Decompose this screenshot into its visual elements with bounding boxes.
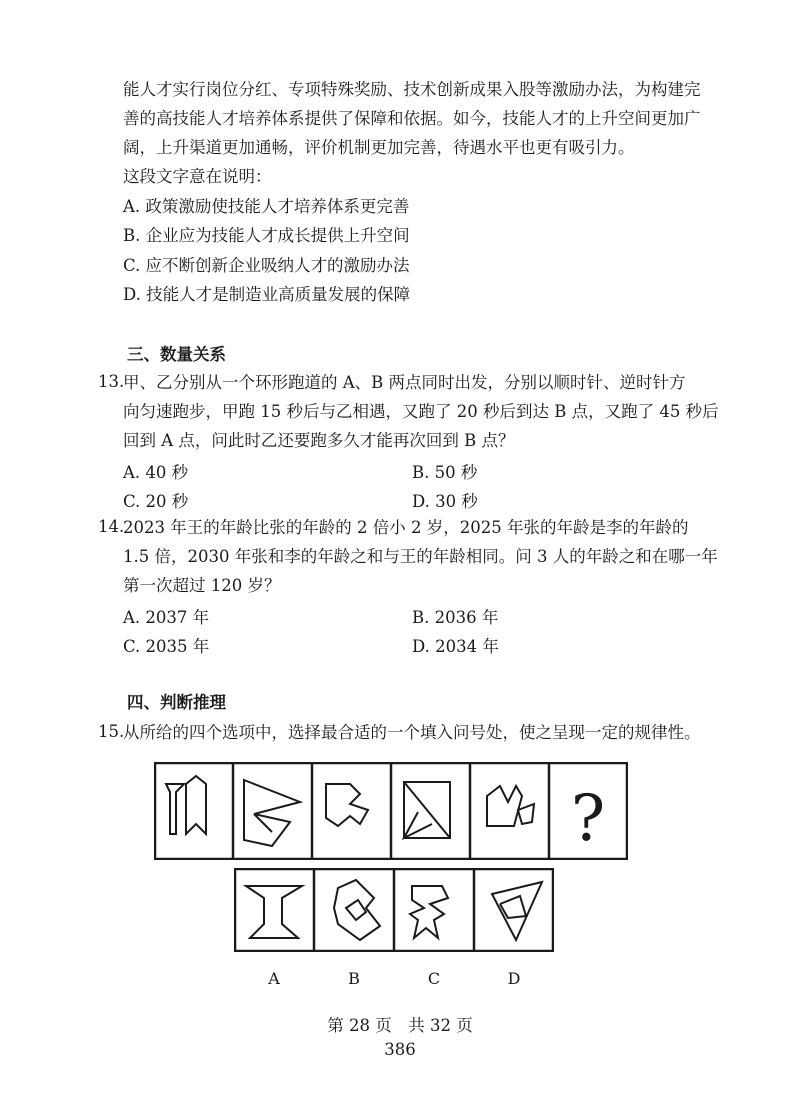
- figure-3-shape: [326, 784, 368, 826]
- passage-line-2: 善的高技能人才培养体系提供了保障和依据。如今，技能人才的上升空间更加广: [123, 109, 701, 128]
- option-d-shape: [492, 882, 542, 940]
- option-label-a: A: [268, 969, 280, 988]
- question-14-line-1: 2023 年王的年龄比张的年龄的 2 倍小 2 岁，2025 年张的年龄是李的年龄的: [123, 518, 689, 537]
- question-13-line-1: 甲、乙分别从一个环形跑道的 A、B 两点同时出发，分别以顺时针、逆时针方: [123, 373, 686, 392]
- figure-2-shape: [244, 780, 300, 846]
- question-14-option-b: B. 2036 年: [412, 608, 499, 627]
- question-15-text: 从所给的四个选项中，选择最合适的一个填入问号处，使之呈现一定的规律性。: [123, 723, 701, 742]
- figure-5-shape: [487, 786, 534, 826]
- answer-figure-strip: [234, 868, 554, 952]
- passage-option-b: B. 企业应为技能人才成长提供上升空间: [123, 226, 410, 245]
- section-heading-reasoning: 四、判断推理: [127, 693, 226, 712]
- passage-line-3: 阔，上升渠道更加通畅，评价机制更加完善，待遇水平也更有吸引力。: [123, 138, 635, 157]
- option-b-shape: [334, 880, 380, 940]
- option-label-d: D: [507, 969, 521, 988]
- question-13-number: 13.: [98, 372, 125, 391]
- question-14-option-d: D. 2034 年: [412, 637, 499, 656]
- question-14-option-a: A. 2037 年: [123, 608, 210, 627]
- question-13-option-c: C. 20 秒: [123, 492, 189, 511]
- option-label-c: C: [427, 969, 441, 988]
- question-mark: ?: [570, 782, 606, 856]
- passage-option-c: C. 应不断创新企业吸纳人才的激励办法: [123, 256, 410, 275]
- question-14-number: 14.: [98, 517, 125, 536]
- figure-1-shape: [166, 776, 206, 834]
- option-a-shape: [246, 886, 302, 938]
- passage-line-1: 能人才实行岗位分红、专项特殊奖励、技术创新成果入股等激励办法，为构建完: [123, 80, 701, 99]
- passage-prompt: 这段文字意在说明：: [123, 167, 272, 186]
- question-13-option-b: B. 50 秒: [412, 463, 478, 482]
- passage-option-d: D. 技能人才是制造业高质量发展的保障: [123, 285, 411, 304]
- page-number: 386: [384, 1040, 416, 1059]
- question-figure-strip: [154, 762, 628, 860]
- question-15-number: 15.: [98, 722, 125, 741]
- page-info: 第 28 页 共 32 页: [327, 1016, 473, 1035]
- question-13-line-3: 回到 A 点，问此时乙还要跑多久才能再次回到 B 点？: [123, 431, 515, 450]
- passage-option-a: A. 政策激励使技能人才培养体系更完善: [123, 197, 410, 216]
- question-13-option-d: D. 30 秒: [412, 492, 478, 511]
- question-14-line-3: 第一次超过 120 岁？: [123, 576, 281, 595]
- question-13-option-a: A. 40 秒: [123, 463, 189, 482]
- section-heading-quantitative: 三、数量关系: [127, 345, 226, 364]
- figure-4-shape: [404, 782, 450, 838]
- question-14-line-2: 1.5 倍，2030 年张和李的年龄之和与王的年龄相同。问 3 人的年龄之和在哪一年: [123, 547, 718, 566]
- question-13-line-2: 向匀速跑步，甲跑 15 秒后与乙相遇，又跑了 20 秒后到达 B 点，又跑了 45 秒后: [123, 402, 719, 421]
- option-label-b: B: [348, 969, 360, 988]
- option-c-shape: [410, 886, 448, 938]
- question-14-option-c: C. 2035 年: [123, 637, 210, 656]
